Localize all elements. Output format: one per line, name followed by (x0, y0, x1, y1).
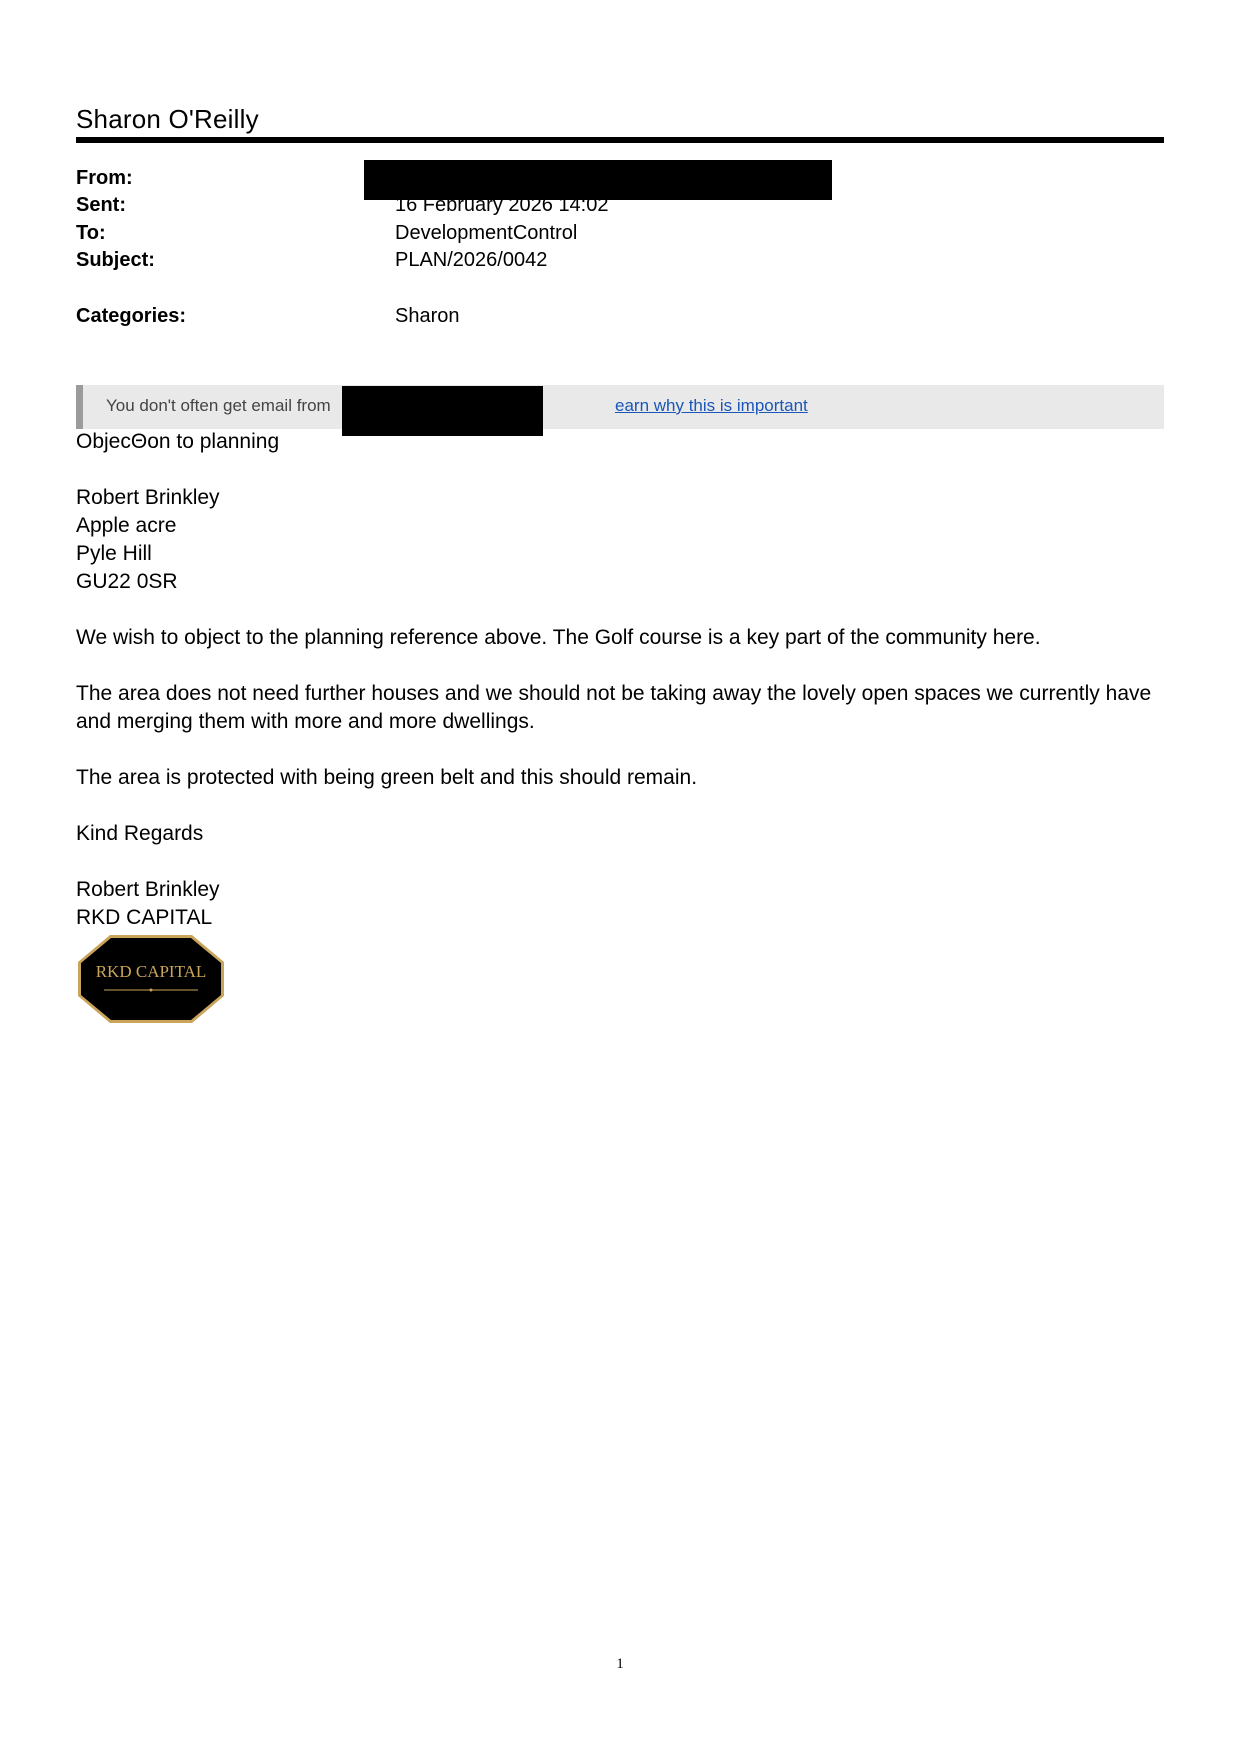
body-paragraph: and merging them with more and more dwellings. (76, 710, 535, 733)
learn-why-link[interactable]: earn why this is important (615, 396, 808, 415)
page-number: 1 (616, 1656, 624, 1672)
categories-value: Sharon (395, 305, 460, 327)
body-subject-line: ObjecΘon to planning (76, 430, 280, 453)
header-rule (76, 137, 1164, 143)
subject-label: Subject: (76, 249, 155, 271)
address-line: Robert Brinkley (76, 486, 220, 509)
external-sender-banner (76, 385, 1164, 429)
logo-text: RKD CAPITAL (95, 962, 207, 981)
categories-label: Categories: (76, 305, 187, 327)
signature-company: RKD CAPITAL (76, 906, 213, 929)
body-paragraph: The area is protected with being green belt and this should remain. (76, 766, 698, 789)
address-line: GU22 0SR (76, 570, 178, 593)
to-value: DevelopmentControl (395, 222, 578, 244)
sender-redaction (342, 386, 543, 436)
banner-accent-bar (76, 385, 83, 429)
signature-name: Robert Brinkley (76, 878, 220, 901)
from-label: From: (76, 167, 133, 189)
sent-value: 16 February 2026 14:02 (395, 194, 609, 216)
closing-text: Kind Regards (76, 822, 204, 845)
address-line: Pyle Hill (76, 542, 152, 565)
to-label: To: (76, 222, 106, 244)
banner-text: You don't often get email from (106, 396, 331, 415)
mailbox-owner-name: Sharon O'Reilly (76, 104, 259, 134)
address-line: Apple acre (76, 514, 177, 537)
sent-label: Sent: (76, 194, 126, 216)
body-paragraph: We wish to object to the planning reference above. The Golf course is a key part of the community here. (76, 626, 1041, 649)
body-paragraph: The area does not need further houses and we should not be taking away the lovely open spaces we currently have (76, 682, 1152, 705)
subject-value: PLAN/2026/0042 (395, 249, 548, 271)
rkd-capital-logo (76, 932, 226, 1026)
